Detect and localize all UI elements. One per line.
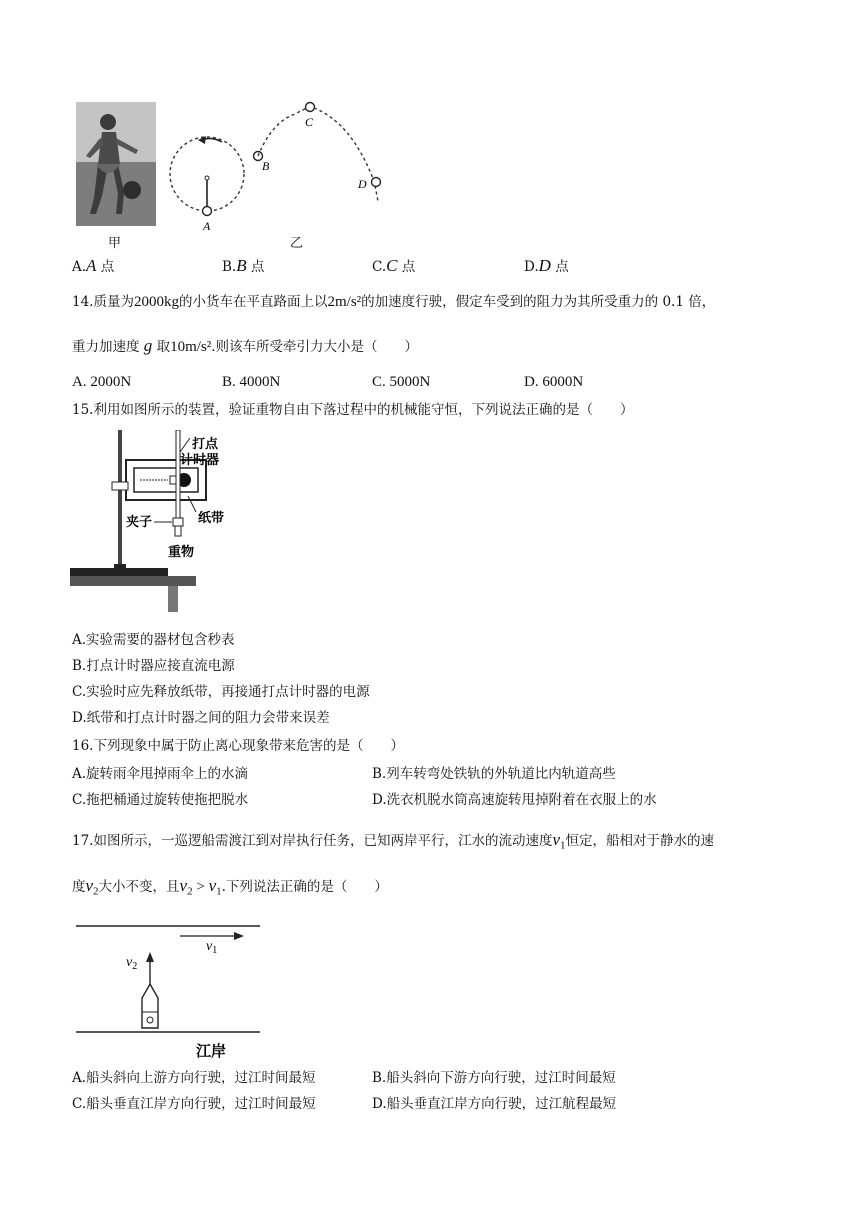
q13-option-c: C.C 点 (372, 256, 416, 275)
q14-option-d: D. 6000N (524, 374, 584, 390)
label-weight: 重物 (168, 545, 195, 560)
q17-option-d: D.船头垂直江岸方向行驶，过江航程最短 (372, 1096, 617, 1112)
river-diagram (72, 914, 272, 1064)
q14-option-a: A. 2000N (72, 374, 132, 390)
q17-stem-line1: 17.如图所示，一巡逻船需渡江到对岸执行任务，已知两岸平行，江水的流动速度$v_1$恒定，船相对于静水的速 (72, 830, 715, 852)
q13-option-a: A.A 点 (72, 256, 115, 275)
label-timer-1: 打点 (192, 437, 219, 452)
q17-option-b: B.船头斜向下游方向行驶，过江时间最短 (372, 1070, 616, 1086)
q15-stem: 15.利用如图所示的装置，验证重物自由下落过程中的机械能守恒，下列说法正确的是（ ） (72, 402, 634, 418)
q16-option-b: B.列车转弯处铁轨的外轨道比内轨道高些 (372, 766, 616, 782)
q17-stem-line2: 度$v_2$大小不变，且$v_2 > v_1$.下列说法正确的是（ ） (72, 876, 388, 898)
q16-option-c: C.拖把桶通过旋转使拖把脱水 (72, 792, 249, 808)
q16-option-a: A.旋转雨伞甩掉雨伞上的水滴 (72, 766, 249, 782)
q14-stem-line1: 14.质量为2000kg的小货车在平直路面上以2m/s²的加速度行驶，假定车受到的阻力为其所受重力的 0.1 倍， (72, 294, 716, 310)
q15-option-b: B.打点计时器应接直流电源 (72, 658, 235, 674)
label-tape: 纸带 (198, 511, 225, 526)
q14-option-c: C. 5000N (372, 374, 431, 390)
q17-option-c: C.船头垂直江岸方向行驶，过江时间最短 (72, 1096, 316, 1112)
figure-label-yi: 乙 (290, 236, 304, 251)
label-clip: 夹子 (126, 515, 153, 530)
point-label-d: D (358, 177, 367, 191)
point-label-a: A (203, 219, 211, 233)
label-v2: $v_2$ (126, 955, 138, 972)
q14-stem-line2: 重力加速度 g 取10m/s².则该车所受牵引力大小是（ ） (72, 336, 419, 355)
photo-thrower (76, 102, 156, 226)
q16-option-d: D.洗衣机脱水筒高速旋转甩掉附着在衣服上的水 (372, 792, 657, 808)
q15-option-c: C.实验时应先释放纸带，再接通打点计时器的电源 (72, 684, 370, 700)
apparatus-diagram (70, 430, 230, 612)
q16-stem: 16.下列现象中属于防止离心现象带来危害的是（ ） (72, 738, 404, 754)
label-timer-2: 计时器 (180, 453, 220, 468)
label-v1: $v_1$ (206, 939, 218, 956)
q13-option-b: B.B 点 (222, 256, 265, 275)
q17-option-a: A.船头斜向上游方向行驶，过江时间最短 (72, 1070, 316, 1086)
trajectory-diagram (160, 92, 400, 252)
point-label-c: C (305, 115, 314, 129)
q14-option-b: B. 4000N (222, 374, 281, 390)
label-river-bank: 江岸 (196, 1042, 227, 1060)
q15-option-d: D.纸带和打点计时器之间的阻力会带来误差 (72, 710, 330, 726)
q15-option-a: A.实验需要的器材包含秒表 (72, 632, 235, 648)
figure-label-jia: 甲 (108, 236, 122, 251)
q13-option-d: D.D 点 (524, 256, 569, 275)
point-label-b: B (262, 159, 270, 173)
